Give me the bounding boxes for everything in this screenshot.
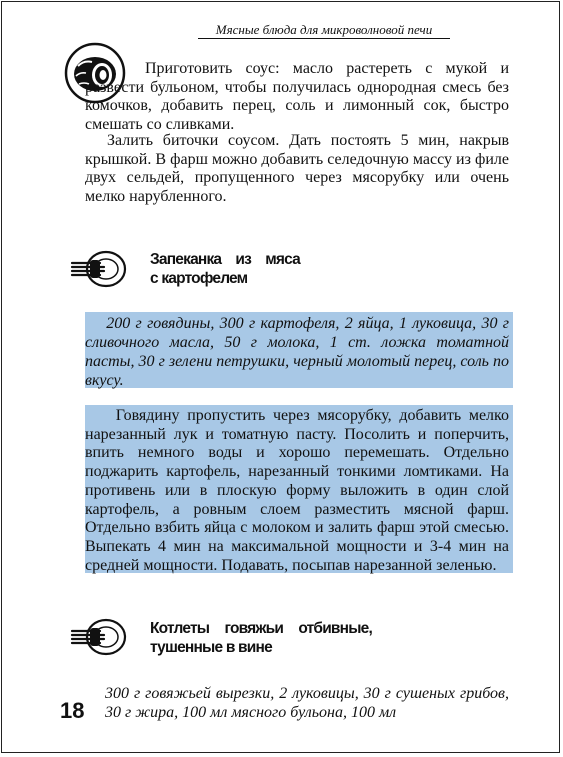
book-page (1, 1, 560, 753)
intro-paragraph-sauce: Приготовить соус: масло растереть с мукой и развести бульоном, чтобы получилась однородная смесь без комочков, добавить перец, соль и лимонный сок, быстро смешать со сливками. (85, 60, 509, 133)
running-header: Мясные блюда для микроволновой печи (198, 22, 450, 39)
recipe-title-line2: с картофелем (150, 270, 248, 287)
recipe-title-cutlets (150, 619, 372, 657)
intro-paragraph-serving: Залить биточки соусом. Дать постоять 5 мин, накрыв крышкой. В фарш можно добавить селедочную массу из филе двух сельдей, пропущенного через мясорубку или очень мелко нарубленного. (85, 132, 509, 205)
method-text[interactable]: Говядину пропустить через мясорубку, добавить мелко нарезанный лук и томатную пасту. Посолить и поперчить, впить немного воды и хорошо перемешать. Отдельно поджарить картофель, нарезанный тонкими ломтиками. На противень или в плоскую форму выложить в один слой картофель, а ровным слоем разместить мясной фарш. Отдельно взбить яйца с молоком и залить фарш этой смесью. Выпекать 4 мин на максимальной мощности и 3-4 мин на средней мощности. Подавать, посыпав нарезанной зеленью. (85, 407, 510, 574)
recipe-title-line1: Запеканка из мяса (150, 251, 300, 268)
recipe-title-casserole (150, 250, 300, 288)
recipe-title-line1: Котлеты говяжьи отбивные, (150, 620, 372, 637)
page-number: 18 (60, 698, 85, 723)
plate-with-fork-icon (70, 249, 128, 289)
plate-with-fork-icon (70, 617, 128, 657)
recipe-method-casserole[interactable] (85, 407, 509, 575)
recipe-ingredients-casserole[interactable] (85, 314, 509, 390)
ingredients-text[interactable]: 200 г говядины, 300 г картофеля, 2 яйца, 1 луковица, 30 г сливочного масла, 50 г молока, 1 ст. ложка томатной пасты, 30 г зелени петрушки, черный молотый перец, соль по вкусу. (85, 315, 509, 389)
recipe-title-line2: тушенные в вине (150, 639, 272, 656)
recipe-ingredients-cutlets: 300 г говяжьей вырезки, 2 луковицы, 30 г сушеных грибов, 30 г жира, 100 мл мясного бульона, 100 мл (105, 685, 509, 721)
